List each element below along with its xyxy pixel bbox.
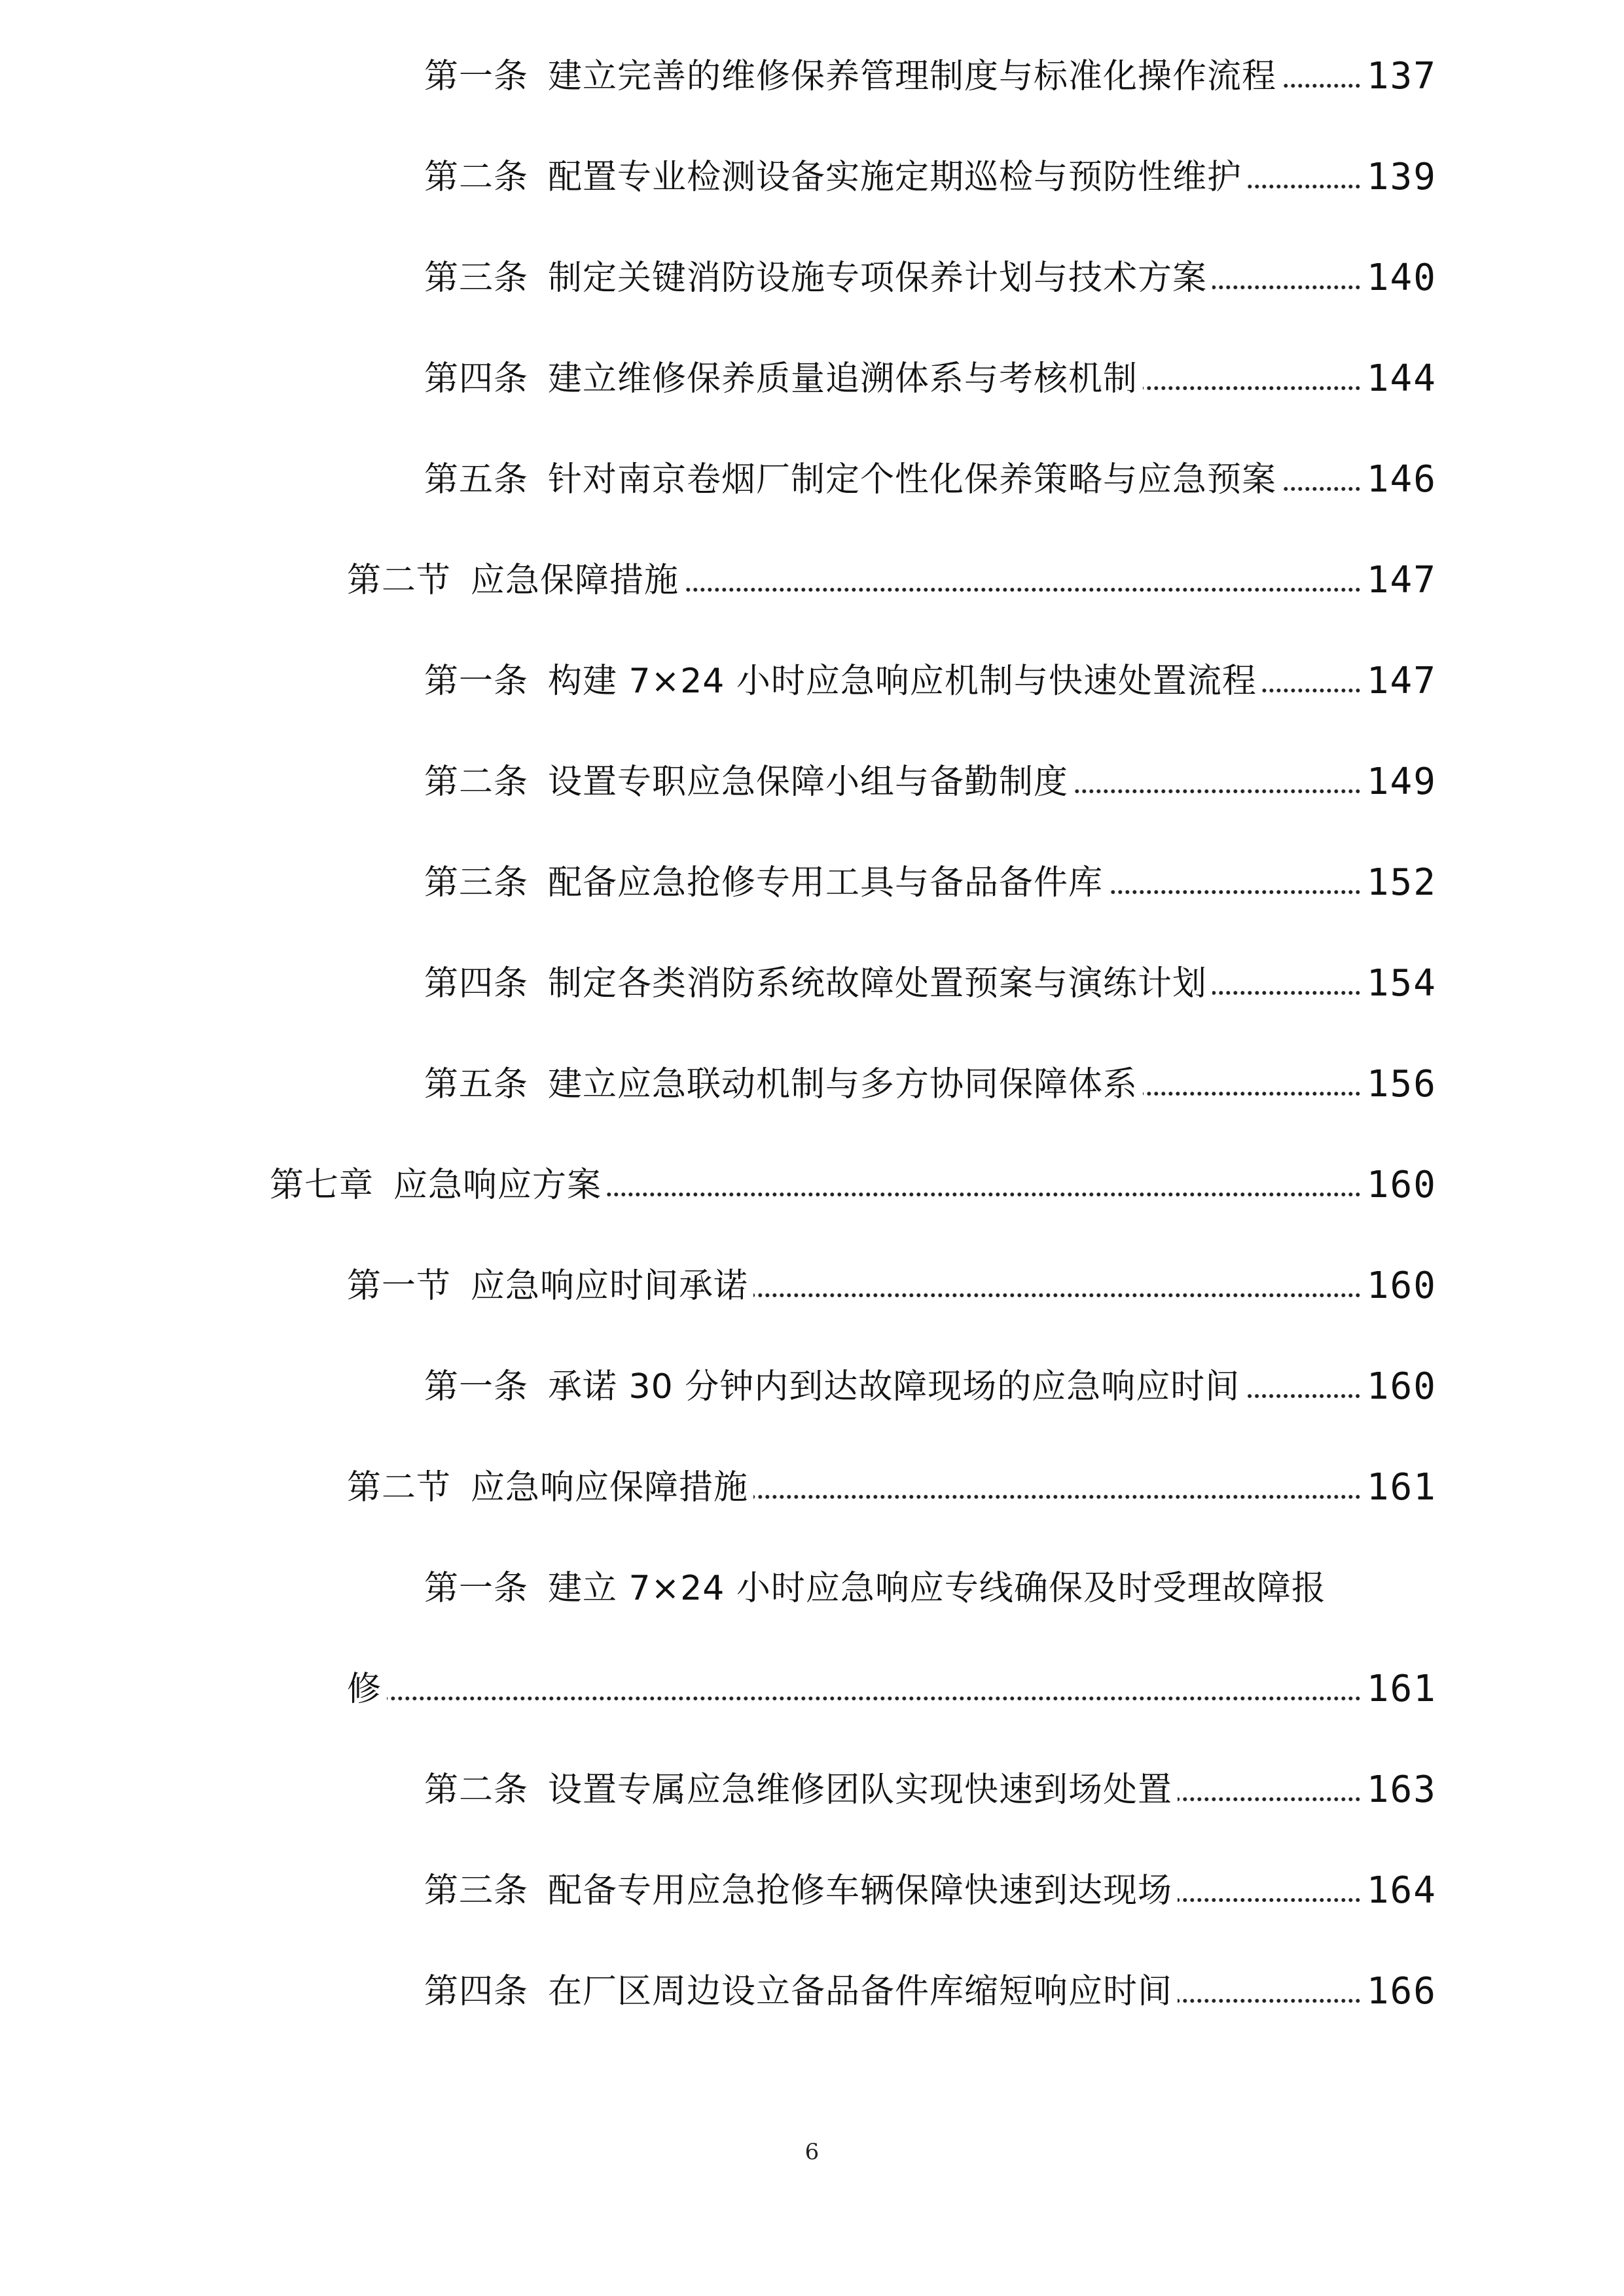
dot-leader bbox=[1282, 81, 1362, 90]
toc-entry-number: 第一条 bbox=[424, 1569, 529, 1608]
toc-entry-title: 应急响应时间承诺 bbox=[471, 1266, 749, 1306]
toc-entry-page-number: 149 bbox=[1366, 761, 1437, 803]
dot-leader bbox=[1212, 283, 1362, 292]
toc-entry-title: 应急响应保障措施 bbox=[471, 1468, 749, 1507]
toc-entry-chapter[interactable] bbox=[270, 1149, 1437, 1221]
toc-entry-title: 在厂区周边设立备品备件库缩短响应时间 bbox=[548, 1972, 1173, 2011]
toc-entry-section[interactable] bbox=[347, 1452, 1437, 1524]
toc-entry-title: 设置专属应急维修团队实现快速到场处置 bbox=[548, 1770, 1173, 1810]
toc-entry-article[interactable] bbox=[424, 1754, 1437, 1826]
dot-leader bbox=[1178, 1996, 1362, 2005]
toc-entry-label bbox=[424, 41, 1276, 113]
toc-entry-page-number: 160 bbox=[1366, 1365, 1437, 1408]
toc-entry-number: 第三条 bbox=[424, 259, 529, 298]
toc-entry-label bbox=[347, 545, 679, 617]
toc-entry-title: 针对南京卷烟厂制定个性化保养策略与应急预案 bbox=[548, 460, 1277, 499]
toc-entry-number: 第三条 bbox=[424, 1871, 529, 1910]
toc-entry-article[interactable] bbox=[424, 746, 1437, 818]
toc-entry-article[interactable] bbox=[424, 1855, 1437, 1927]
toc-entry-title: 配备应急抢修专用工具与备品备件库 bbox=[548, 863, 1104, 903]
toc-entry-label bbox=[424, 1552, 1326, 1624]
toc-entry-label bbox=[347, 1250, 748, 1322]
toc-entry-title: 配置专业检测设备实施定期巡检与预防性维护 bbox=[548, 158, 1242, 197]
toc-entry-article[interactable] bbox=[424, 847, 1437, 919]
toc-entry-label bbox=[424, 948, 1207, 1020]
toc-entry-article[interactable] bbox=[424, 1049, 1437, 1121]
toc-entry-article[interactable] bbox=[424, 645, 1437, 717]
toc-entry-label bbox=[270, 1149, 602, 1221]
toc-entry-page-number: 144 bbox=[1366, 357, 1437, 400]
toc-entry-page-number: 137 bbox=[1366, 55, 1437, 98]
dot-leader bbox=[1108, 888, 1362, 897]
toc-entry-title: 承诺 30 分钟内到达故障现场的应急响应时间 bbox=[548, 1367, 1240, 1407]
toc-entry-number: 第一条 bbox=[424, 1367, 529, 1407]
toc-entry-article[interactable] bbox=[424, 343, 1437, 415]
toc-entry-page-number: 164 bbox=[1366, 1869, 1437, 1912]
toc-entry-page-number: 146 bbox=[1366, 458, 1437, 501]
toc-entry-number: 第七章 bbox=[270, 1166, 374, 1205]
toc-entry-section[interactable] bbox=[347, 545, 1437, 617]
page-number: 6 bbox=[804, 2139, 820, 2165]
toc-entry-article[interactable] bbox=[424, 1351, 1437, 1423]
toc-entry-page-number: 161 bbox=[1366, 1466, 1437, 1509]
dot-leader bbox=[607, 1190, 1362, 1199]
toc-entry-number: 第三条 bbox=[424, 863, 529, 903]
toc-entry-article[interactable] bbox=[424, 948, 1437, 1020]
toc-entry-label bbox=[424, 1351, 1240, 1423]
toc-entry-label bbox=[424, 343, 1138, 415]
dot-leader bbox=[1178, 1895, 1362, 1905]
toc-entry-number: 第一条 bbox=[424, 57, 529, 96]
toc-entry-title: 建立完善的维修保养管理制度与标准化操作流程 bbox=[548, 57, 1277, 96]
toc-entry-title: 制定各类消防系统故障处置预案与演练计划 bbox=[548, 964, 1208, 1003]
toc-entry-article[interactable] bbox=[424, 242, 1437, 314]
toc-entry-number: 第四条 bbox=[424, 1972, 529, 2011]
toc-entry-label bbox=[424, 242, 1207, 314]
toc-entry-title: 应急响应方案 bbox=[393, 1166, 602, 1205]
toc-entry-title: 应急保障措施 bbox=[471, 561, 679, 600]
toc-entry-label bbox=[424, 847, 1103, 919]
toc-entry-article[interactable] bbox=[424, 1956, 1437, 2028]
toc-entry-cont[interactable] bbox=[347, 1653, 1437, 1725]
dot-leader bbox=[1245, 1391, 1362, 1401]
toc-entry-title: 修 bbox=[347, 1670, 382, 1709]
toc-entry-label bbox=[424, 1855, 1172, 1927]
dot-leader bbox=[1212, 988, 1362, 997]
toc-entry-number: 第一节 bbox=[347, 1266, 452, 1306]
dot-leader bbox=[1143, 384, 1362, 393]
toc-entry-label bbox=[424, 746, 1068, 818]
toc-entry-page-number: 163 bbox=[1366, 1768, 1437, 1811]
dot-leader bbox=[1074, 787, 1362, 796]
toc-entry-label bbox=[424, 645, 1257, 717]
toc-entry-article[interactable] bbox=[424, 1552, 1437, 1624]
toc-entry-page-number: 139 bbox=[1366, 156, 1437, 198]
toc-entry-title: 构建 7×24 小时应急响应机制与快速处置流程 bbox=[548, 662, 1257, 701]
toc-entry-article[interactable] bbox=[424, 41, 1437, 113]
toc-entry-number: 第二节 bbox=[347, 1468, 452, 1507]
toc-entry-number: 第四条 bbox=[424, 359, 529, 399]
toc-entry-label bbox=[424, 444, 1276, 516]
toc-entry-label bbox=[347, 1653, 382, 1725]
toc-entry-label bbox=[424, 1754, 1172, 1826]
dot-leader bbox=[1282, 484, 1362, 493]
toc-entry-page-number: 160 bbox=[1366, 1164, 1437, 1206]
dot-leader bbox=[1262, 686, 1362, 695]
dot-leader bbox=[684, 585, 1362, 594]
toc-entry-number: 第四条 bbox=[424, 964, 529, 1003]
toc-entry-title: 设置专职应急保障小组与备勤制度 bbox=[548, 762, 1069, 802]
toc-entry-page-number: 160 bbox=[1366, 1265, 1437, 1307]
dot-leader bbox=[1178, 1795, 1362, 1804]
toc-entry-number: 第二条 bbox=[424, 158, 529, 197]
toc-entry-number: 第一条 bbox=[424, 662, 529, 701]
dot-leader bbox=[1143, 1089, 1362, 1098]
toc-entry-page-number: 161 bbox=[1366, 1668, 1437, 1710]
toc-entry-title: 制定关键消防设施专项保养计划与技术方案 bbox=[548, 259, 1208, 298]
toc-entry-page-number: 152 bbox=[1366, 861, 1437, 904]
toc-entry-label bbox=[424, 1956, 1172, 2028]
toc-entry-title: 配备专用应急抢修车辆保障快速到达现场 bbox=[548, 1871, 1173, 1910]
toc-entry-number: 第五条 bbox=[424, 1065, 529, 1104]
toc-entry-article[interactable] bbox=[424, 141, 1437, 213]
toc-entry-title: 建立应急联动机制与多方协同保障体系 bbox=[548, 1065, 1138, 1104]
toc-entry-section[interactable] bbox=[347, 1250, 1437, 1322]
toc-entry-page-number: 166 bbox=[1366, 1970, 1437, 2013]
dot-leader bbox=[387, 1694, 1362, 1703]
toc-entry-page-number: 140 bbox=[1366, 257, 1437, 299]
toc-entry-number: 第二节 bbox=[347, 561, 452, 600]
dot-leader bbox=[753, 1291, 1362, 1300]
toc-entry-label bbox=[347, 1452, 748, 1524]
toc-entry-number: 第二条 bbox=[424, 1770, 529, 1810]
toc-entry-number: 第二条 bbox=[424, 762, 529, 802]
toc-entry-label bbox=[424, 141, 1242, 213]
dot-leader bbox=[753, 1492, 1362, 1501]
toc-entry-page-number: 147 bbox=[1366, 660, 1437, 702]
toc-entry-title: 建立 7×24 小时应急响应专线确保及时受理故障报 bbox=[548, 1569, 1326, 1608]
toc-entry-article[interactable] bbox=[424, 444, 1437, 516]
toc-entry-number: 第五条 bbox=[424, 460, 529, 499]
dot-leader bbox=[1247, 182, 1362, 191]
toc-entry-page-number: 154 bbox=[1366, 962, 1437, 1005]
toc-entry-label bbox=[424, 1049, 1138, 1121]
toc-entry-title: 建立维修保养质量追溯体系与考核机制 bbox=[548, 359, 1138, 399]
toc-entry-page-number: 156 bbox=[1366, 1063, 1437, 1105]
toc-entry-page-number: 147 bbox=[1366, 559, 1437, 601]
